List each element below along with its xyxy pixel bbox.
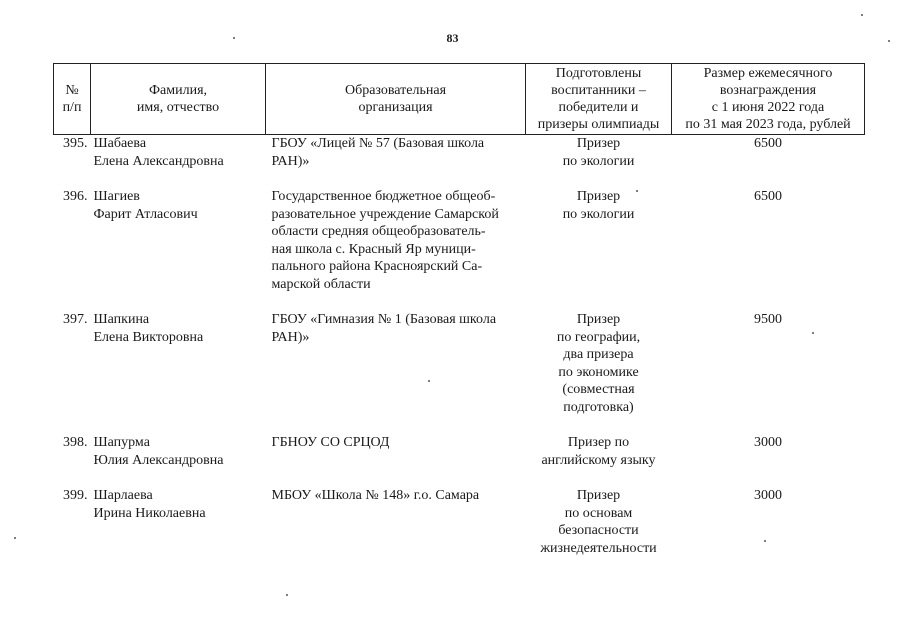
name-line: Ирина Николаевна <box>93 505 206 521</box>
organization <box>266 487 526 575</box>
name-line: Юлия Александровна <box>93 452 224 468</box>
header-org-line: Образовательная <box>344 83 447 98</box>
organization <box>266 135 526 189</box>
awards-table <box>53 63 865 575</box>
award-amount: 9500 <box>754 312 782 327</box>
merit <box>526 311 672 434</box>
award-amount: 3000 <box>754 488 782 503</box>
scan-speck <box>14 537 16 539</box>
header-name-line: имя, отчество <box>136 100 220 115</box>
merit-line: Призер <box>576 189 621 204</box>
header-amount-line: с 1 июня 2022 года <box>711 100 825 115</box>
header-org-line: организация <box>358 100 433 115</box>
merit-line: Призер <box>576 488 621 503</box>
table-row <box>54 188 865 311</box>
org-line: ГБОУ «Лицей № 57 (Базовая школа <box>271 136 485 151</box>
merit <box>526 487 672 575</box>
merit-line: подготовка) <box>563 399 634 415</box>
merit-line: Призер <box>576 136 621 151</box>
header-org <box>266 64 526 135</box>
scan-speck <box>428 380 430 382</box>
header-name <box>91 64 266 135</box>
org-line: РАН)» <box>271 153 310 169</box>
person-name <box>91 188 266 311</box>
table-row <box>54 135 865 189</box>
person-name <box>91 487 266 575</box>
scan-speck <box>812 332 814 334</box>
name-line: Шабаева <box>93 136 147 151</box>
header-merit-line: Подготовлены <box>555 66 642 81</box>
org-line: ГБОУ «Гимназия № 1 (Базовая школа <box>271 312 497 327</box>
org-line: марской области <box>271 276 371 292</box>
header-name-line: Фамилия, <box>148 83 208 98</box>
scan-speck <box>861 14 863 16</box>
scan-speck <box>636 190 638 192</box>
table-header-row <box>54 64 865 135</box>
scan-speck <box>286 594 288 596</box>
row-number: 396. <box>63 189 88 204</box>
header-num-line: п/п <box>62 100 82 115</box>
merit-line: жизнедеятельности <box>540 540 657 556</box>
merit <box>526 188 672 311</box>
row-number: 397. <box>63 312 88 327</box>
name-line: Фарит Атласович <box>93 206 198 222</box>
merit-line: по экологии <box>562 206 635 222</box>
table-row <box>54 311 865 434</box>
header-amount <box>672 64 865 135</box>
organization <box>266 434 526 487</box>
org-line: Государственное бюджетное общеоб- <box>271 189 496 204</box>
header-amount-line: по 31 мая 2023 года, рублей <box>685 117 851 132</box>
merit-line: два призера <box>563 347 634 362</box>
name-line: Елена Александровна <box>93 153 224 169</box>
organization <box>266 311 526 434</box>
organization <box>266 188 526 311</box>
merit-line: Призер по <box>567 435 630 450</box>
org-line: области средняя общеобразователь- <box>271 224 486 239</box>
merit-line: по экологии <box>562 153 635 169</box>
header-amount-line: Размер ежемесячного <box>703 66 833 81</box>
merit-line: по экономике <box>558 364 639 380</box>
org-line: РАН)» <box>271 329 310 345</box>
header-amount-line: вознаграждения <box>719 83 817 98</box>
person-name <box>91 434 266 487</box>
row-number: 395. <box>63 136 88 151</box>
header-merit <box>526 64 672 135</box>
scan-speck <box>233 37 235 39</box>
header-num-line: № <box>65 83 79 98</box>
org-line: ГБНОУ СО СРЦОД <box>271 435 390 450</box>
merit-line: по географии, <box>556 329 641 345</box>
award-amount: 6500 <box>754 189 782 204</box>
row-number: 399. <box>63 488 88 503</box>
scan-speck <box>764 540 766 542</box>
name-line: Шарлаева <box>93 488 153 503</box>
name-line: Шапурма <box>93 435 150 450</box>
merit-line: по основам <box>564 505 633 521</box>
header-merit-line: призеры олимпиады <box>537 117 660 132</box>
header-num <box>54 64 91 135</box>
name-line: Шагиев <box>93 189 140 204</box>
table-row <box>54 487 865 575</box>
merit-line: (совместная <box>562 382 635 397</box>
org-line: МБОУ «Школа № 148» г.о. Самара <box>271 488 480 503</box>
person-name <box>91 311 266 434</box>
merit <box>526 434 672 487</box>
award-amount: 6500 <box>754 136 782 151</box>
merit-line: английскому языку <box>541 452 656 468</box>
org-line: разовательное учреждение Самарской <box>271 206 499 222</box>
merit <box>526 135 672 189</box>
header-merit-line: победители и <box>558 100 639 115</box>
header-merit-line: воспитанники – <box>551 83 646 98</box>
name-line: Шапкина <box>93 312 150 327</box>
person-name <box>91 135 266 189</box>
scan-speck <box>888 40 890 42</box>
merit-line: Призер <box>576 312 621 327</box>
org-line: пального района Красноярский Са- <box>271 259 483 274</box>
page-number: 83 <box>446 31 459 45</box>
name-line: Елена Викторовна <box>93 329 204 345</box>
row-number: 398. <box>63 435 88 450</box>
award-amount: 3000 <box>754 435 782 450</box>
table-row <box>54 434 865 487</box>
merit-line: безопасности <box>558 523 639 538</box>
org-line: ная школа с. Красный Яр муници- <box>271 241 476 257</box>
